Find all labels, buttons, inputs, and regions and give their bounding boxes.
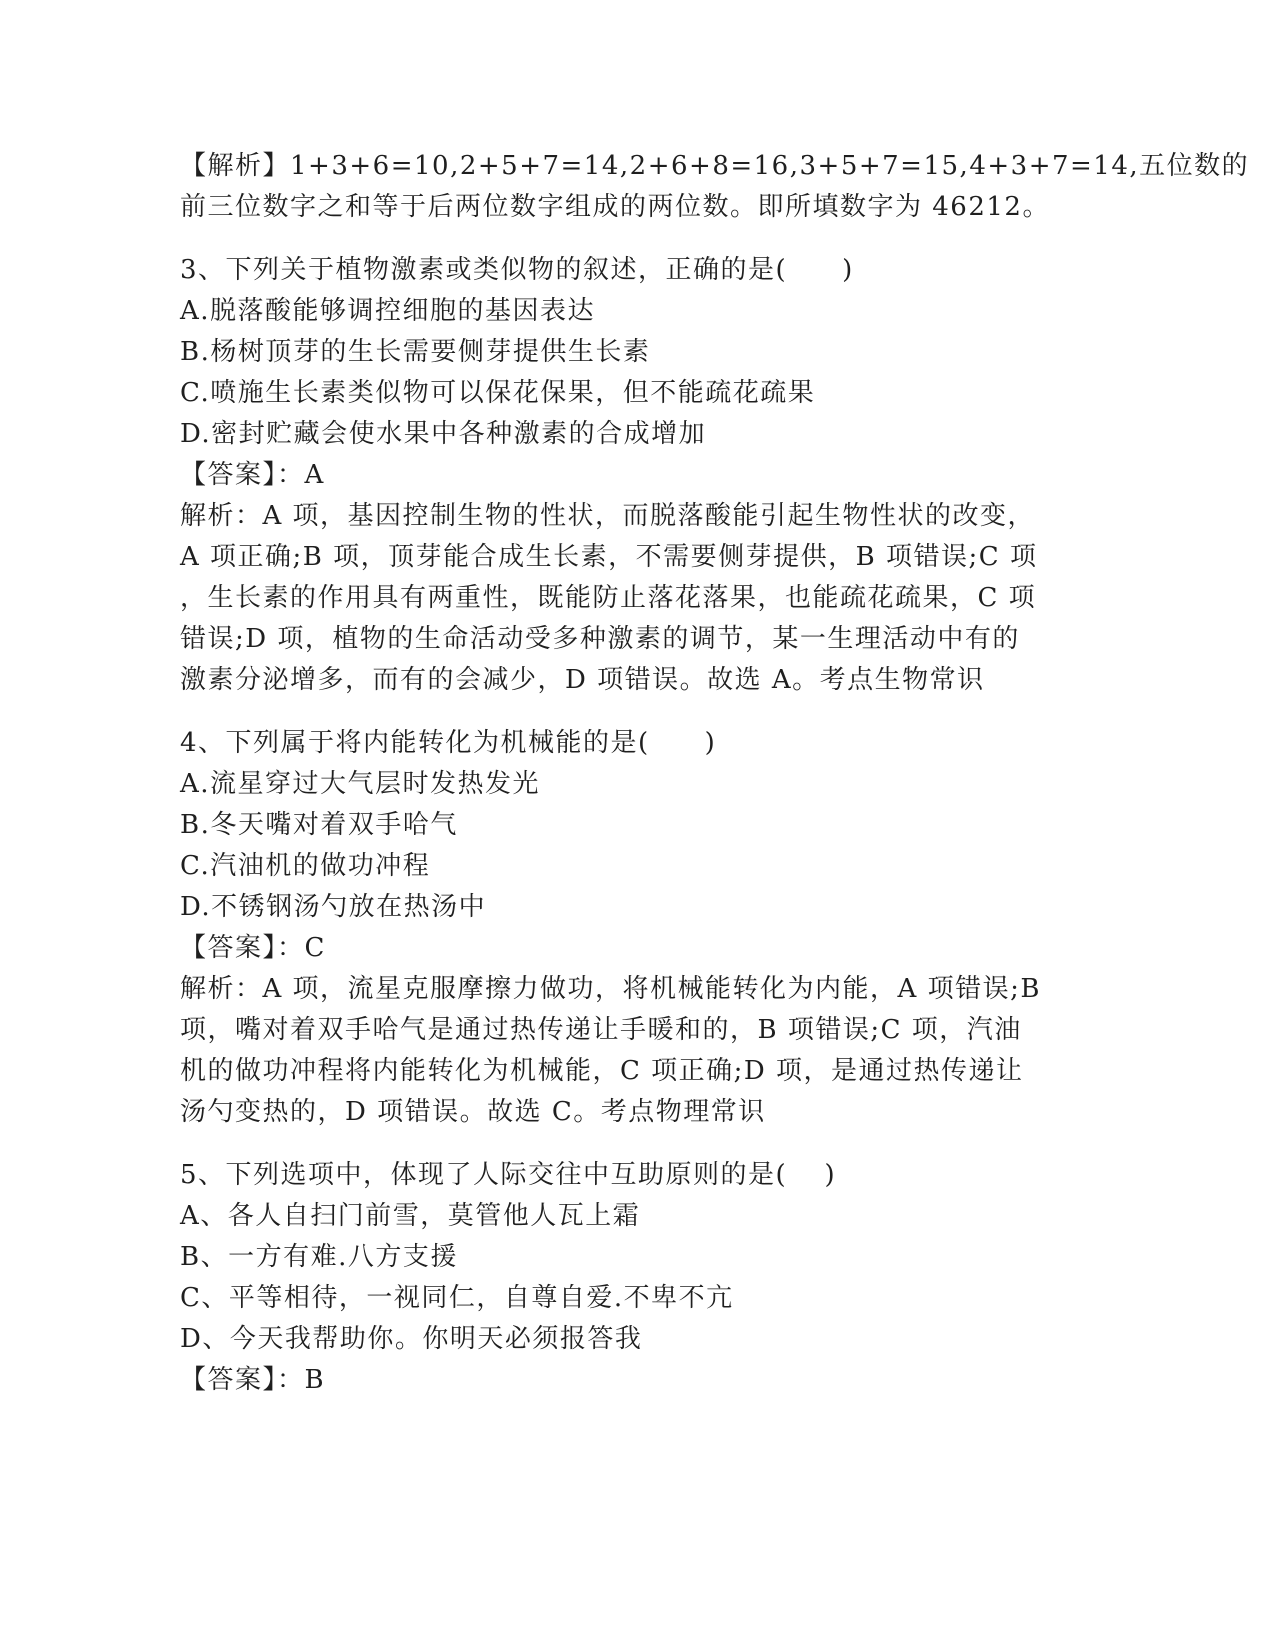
option-a: A、各人自扫门前雪，莫管他人瓦上霜: [180, 1201, 641, 1231]
option-a: A.脱落酸能够调控细胞的基因表达: [180, 296, 596, 326]
question-stem: 5、下列选项中，体现了人际交往中互助原则的是( ): [180, 1160, 837, 1190]
answer-line: 【答案】：C: [180, 933, 326, 963]
option-c: C、平等相待，一视同仁，自尊自爱.不卑不亢: [180, 1283, 734, 1313]
answer-line: 【答案】：A: [180, 460, 325, 490]
question-stem: 4、下列属于将内能转化为机械能的是( ): [180, 728, 717, 758]
question-4: [180, 723, 1080, 1133]
question-stem: 3、下列关于植物激素或类似物的叙述，正确的是( ): [180, 255, 854, 285]
option-d: D.不锈钢汤勺放在热汤中: [180, 892, 487, 922]
answer-line: 【答案】：B: [180, 1365, 326, 1395]
previous-analysis: [180, 146, 1250, 228]
question-3: [180, 250, 1080, 701]
analysis-line: 解析：A 项，基因控制生物的性状，而脱落酸能引起生物性状的改变，: [180, 501, 1036, 531]
analysis-line: 机的做功冲程将内能转化为机械能，C 项正确;D 项，是通过热传递让: [180, 1056, 1024, 1086]
question-5: [180, 1155, 1080, 1401]
option-a: A.流星穿过大气层时发热发光: [180, 769, 541, 799]
analysis-line: 项，嘴对着双手哈气是通过热传递让手暖和的，B 项错误;C 项，汽油: [180, 1015, 1022, 1045]
option-b: B.杨树顶芽的生长需要侧芽提供生长素: [180, 337, 651, 367]
analysis-line: 激素分泌增多，而有的会减少，D 项错误。故选 A。考点生物常识: [180, 665, 985, 695]
option-c: C.汽油机的做功冲程: [180, 851, 431, 881]
document-page: [180, 146, 1250, 1401]
analysis-line: 错误;D 项，植物的生命活动受多种激素的调节，某一生理活动中有的: [180, 624, 1020, 654]
analysis-line: 前三位数字之和等于后两位数字组成的两位数。即所填数字为 46212。: [180, 192, 1050, 222]
analysis-line: ，生长素的作用具有两重性，既能防止落花落果，也能疏花疏果，C 项: [180, 583, 1037, 613]
analysis-line: 解析：A 项，流星克服摩擦力做功，将机械能转化为内能，A 项错误;B: [180, 974, 1041, 1004]
option-b: B、一方有难.八方支援: [180, 1242, 458, 1272]
option-d: D.密封贮藏会使水果中各种激素的合成增加: [180, 419, 707, 449]
analysis-line: 汤勺变热的，D 项错误。故选 C。考点物理常识: [180, 1097, 766, 1127]
option-c: C.喷施生长素类似物可以保花保果，但不能疏花疏果: [180, 378, 816, 408]
option-b: B.冬天嘴对着双手哈气: [180, 810, 458, 840]
analysis-line: 【解析】1+3+6=10,2+5+7=14,2+6+8=16,3+5+7=15,4+3+7=14,五位数的: [180, 151, 1250, 181]
analysis-line: A 项正确;B 项，顶芽能合成生长素，不需要侧芽提供，B 项错误;C 项: [180, 542, 1038, 572]
option-d: D、今天我帮助你。你明天必须报答我: [180, 1324, 643, 1354]
